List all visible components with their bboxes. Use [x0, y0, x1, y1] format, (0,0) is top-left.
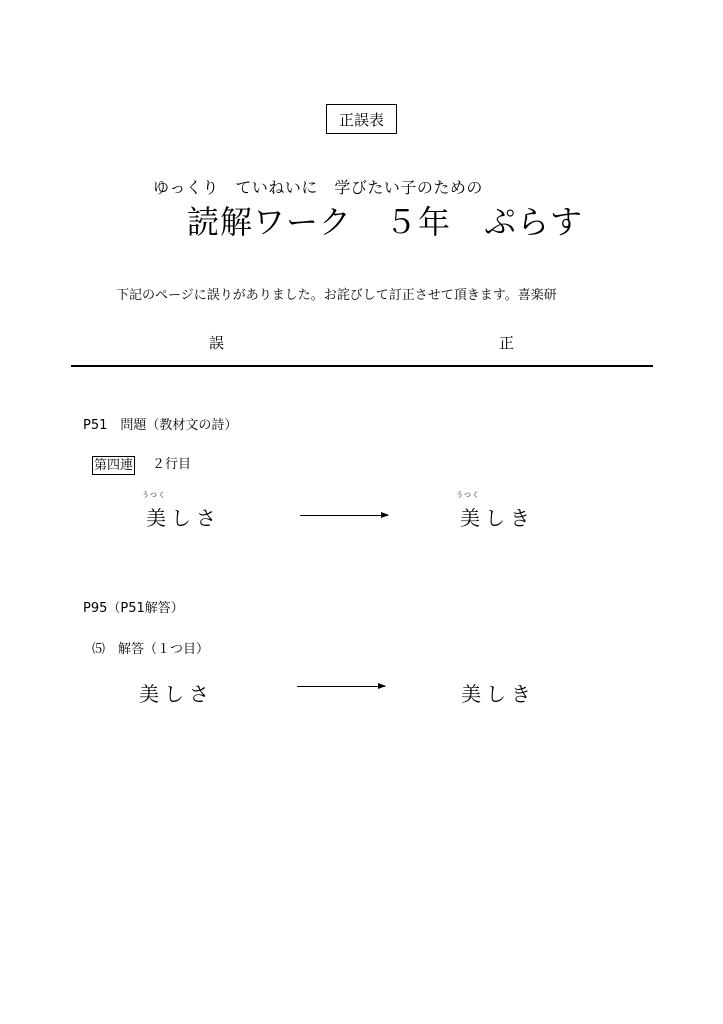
section-title: P51 問題（教材文の詩）	[83, 418, 238, 433]
arrow-right-icon	[300, 515, 388, 516]
header-divider	[71, 365, 653, 367]
correct-ruby: うつく	[456, 491, 480, 499]
column-header-wrong: 誤	[209, 334, 225, 352]
errata-title: 正誤表	[338, 110, 384, 129]
errata-notice: 下記のページに誤りがありました。お詫びして訂正させて頂きます。喜楽研	[116, 288, 557, 303]
column-header-correct: 正	[499, 334, 515, 352]
book-title: 読解ワーク ５年 ぷらす	[187, 203, 584, 241]
stanza-label: 第四連	[94, 458, 134, 473]
line-label: ２行目	[152, 457, 192, 472]
correct-text: 美しき	[460, 506, 535, 530]
answer-item-label: ⑸ 解答（１つ目）	[92, 642, 210, 657]
arrow-right-icon	[297, 686, 385, 687]
correct-text: 美しき	[461, 682, 536, 706]
wrong-text: 美しさ	[139, 682, 214, 706]
wrong-text: 美しさ	[146, 506, 221, 530]
errata-title-box	[326, 104, 397, 134]
book-subtitle: ゆっくり ていねいに 学びたい子のための	[153, 178, 483, 197]
section-title: P95（P51解答）	[83, 601, 184, 616]
wrong-ruby: うつく	[142, 491, 166, 499]
